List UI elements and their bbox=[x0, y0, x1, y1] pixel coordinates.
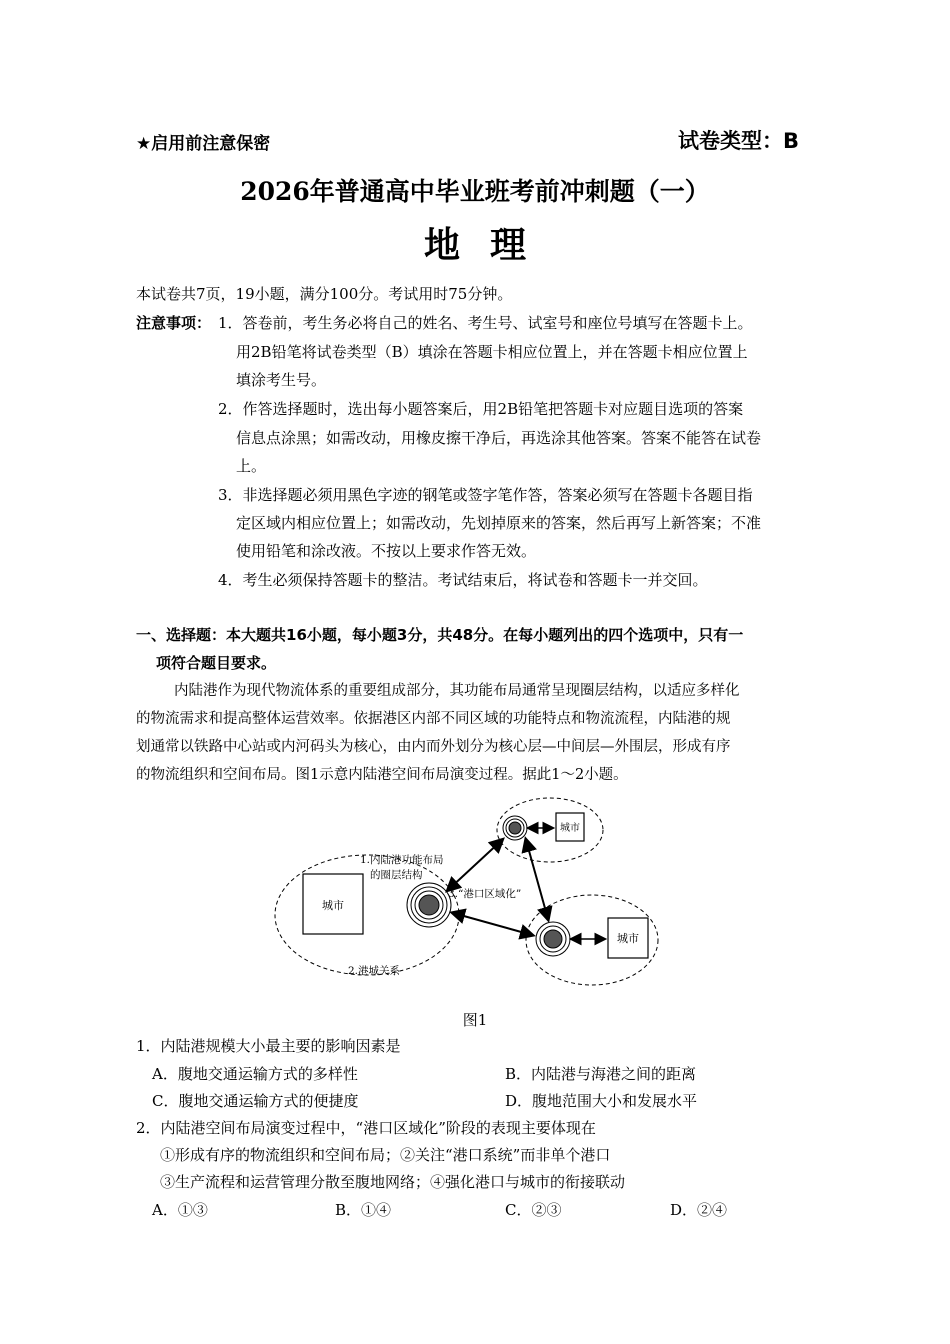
note-1-line-2: 用2B铅笔将试卷类型（B）填涂在答题卡相应位置上，并在答题卡相应位置上 bbox=[236, 343, 748, 361]
question-1-option-c[interactable]: C．腹地交通运输方式的便捷度 bbox=[152, 1092, 359, 1110]
note-3-line-1: 3．非选择题必须用黑色字迹的钢笔或签字笔作答，答案必须写在答题卡各题目指 bbox=[218, 486, 753, 504]
question-1-option-b[interactable]: B．内陆港与海港之间的距离 bbox=[505, 1065, 697, 1083]
question-2-option-d[interactable]: D．②④ bbox=[670, 1201, 728, 1219]
figure-caption: 图1 bbox=[462, 1011, 488, 1029]
label-ring-structure-cont: 的圈层结构 bbox=[370, 869, 423, 881]
label-ring-structure: 1.内陆港功能布局 bbox=[360, 854, 444, 866]
section-1-heading-cont: 项符合题目要求。 bbox=[156, 654, 277, 672]
note-3-line-2: 定区域内相应位置上；如需改动，先划掉原来的答案，然后再写上新答案；不准 bbox=[236, 514, 762, 532]
note-3-line-3: 使用铅笔和涂改液。不按以上要求作答无效。 bbox=[236, 542, 537, 560]
note-2-line-2: 信息点涂黑；如需改动，用橡皮擦干净后，再选涂其他答案。答案不能答在试卷 bbox=[236, 429, 762, 447]
port-ring-structure-top bbox=[503, 816, 527, 840]
passage-line-4: 的物流组织和空间布局。图1示意内陆港空间布局演变过程。据此1～2小题。 bbox=[136, 767, 628, 783]
question-2-option-a[interactable]: A．①③ bbox=[152, 1201, 208, 1219]
exam-title: 2026年普通高中毕业班考前冲刺题（一） bbox=[240, 177, 710, 206]
question-1-option-d[interactable]: D．腹地范围大小和发展水平 bbox=[505, 1092, 698, 1110]
notes-label: 注意事项： bbox=[136, 314, 212, 332]
subject-title: 地理 bbox=[423, 225, 556, 266]
note-1-line-3: 填涂考生号。 bbox=[236, 371, 327, 389]
label-port-regionalization: 3.“港口区域化” bbox=[448, 888, 522, 900]
question-1-stem: 1．内陆港规模大小最主要的影响因素是 bbox=[136, 1037, 401, 1055]
arrow-top-to-right bbox=[526, 840, 548, 919]
question-2-option-b[interactable]: B．①④ bbox=[335, 1201, 392, 1219]
passage-line-3: 划通常以铁路中心站或内河码头为核心，由内而外划分为核心层—中间层—外围层，形成有序 bbox=[136, 739, 731, 755]
question-1-option-a[interactable]: A．腹地交通运输方式的多样性 bbox=[152, 1065, 358, 1083]
inland-port-diagram bbox=[270, 790, 670, 1000]
arrow-main-to-top bbox=[448, 840, 502, 890]
question-2-option-c[interactable]: C．②③ bbox=[505, 1201, 562, 1219]
note-1-line-1: 1．答卷前，考生务必将自己的姓名、考生号、试室号和座位号填写在答题卡上。 bbox=[218, 314, 753, 332]
section-1-heading: 一、选择题：本大题共16小题，每小题3分，共48分。在每小题列出的四个选项中，只有一 bbox=[136, 626, 744, 644]
city-left-label: 城市 bbox=[322, 899, 344, 912]
port-ring-structure-main bbox=[407, 883, 451, 927]
question-2-stem: 2．内陆港空间布局演变过程中，“港口区域化”阶段的表现主要体现在 bbox=[136, 1119, 596, 1137]
arrow-main-to-right bbox=[453, 913, 532, 935]
city-right-label: 城市 bbox=[617, 932, 639, 945]
confidential-notice: ★启用前注意保密 bbox=[136, 134, 271, 154]
intro-text: 本试卷共7页，19小题，满分100分。考试用时75分钟。 bbox=[136, 285, 513, 303]
note-2-line-3: 上。 bbox=[236, 457, 267, 475]
passage-line-2: 的物流需求和提高整体运营效率。依据港区内部不同区域的功能特点和物流流程，内陆港的规 bbox=[136, 711, 731, 727]
city-top-label: 城市 bbox=[560, 823, 580, 834]
question-2-statements-2: ③生产流程和运营管理分散至腹地网络；④强化港口与城市的衔接联动 bbox=[160, 1173, 626, 1191]
question-2-statements-1: ①形成有序的物流组织和空间布局；②关注“港口系统”而非单个港口 bbox=[160, 1146, 611, 1164]
port-ring-structure-right bbox=[536, 922, 570, 956]
passage-line-1: 内陆港作为现代物流体系的重要组成部分，其功能布局通常呈现圈层结构，以适应多样化 bbox=[174, 683, 740, 699]
label-port-city-relation: 2.港城关系 bbox=[348, 965, 401, 977]
note-4-line-1: 4．考生必须保持答题卡的整洁。考试结束后，将试卷和答题卡一并交回。 bbox=[218, 571, 708, 589]
paper-type-label: 试卷类型：B bbox=[678, 129, 800, 153]
note-2-line-1: 2．作答选择题时，选出每小题答案后，用2B铅笔把答题卡对应题目选项的答案 bbox=[218, 400, 744, 418]
